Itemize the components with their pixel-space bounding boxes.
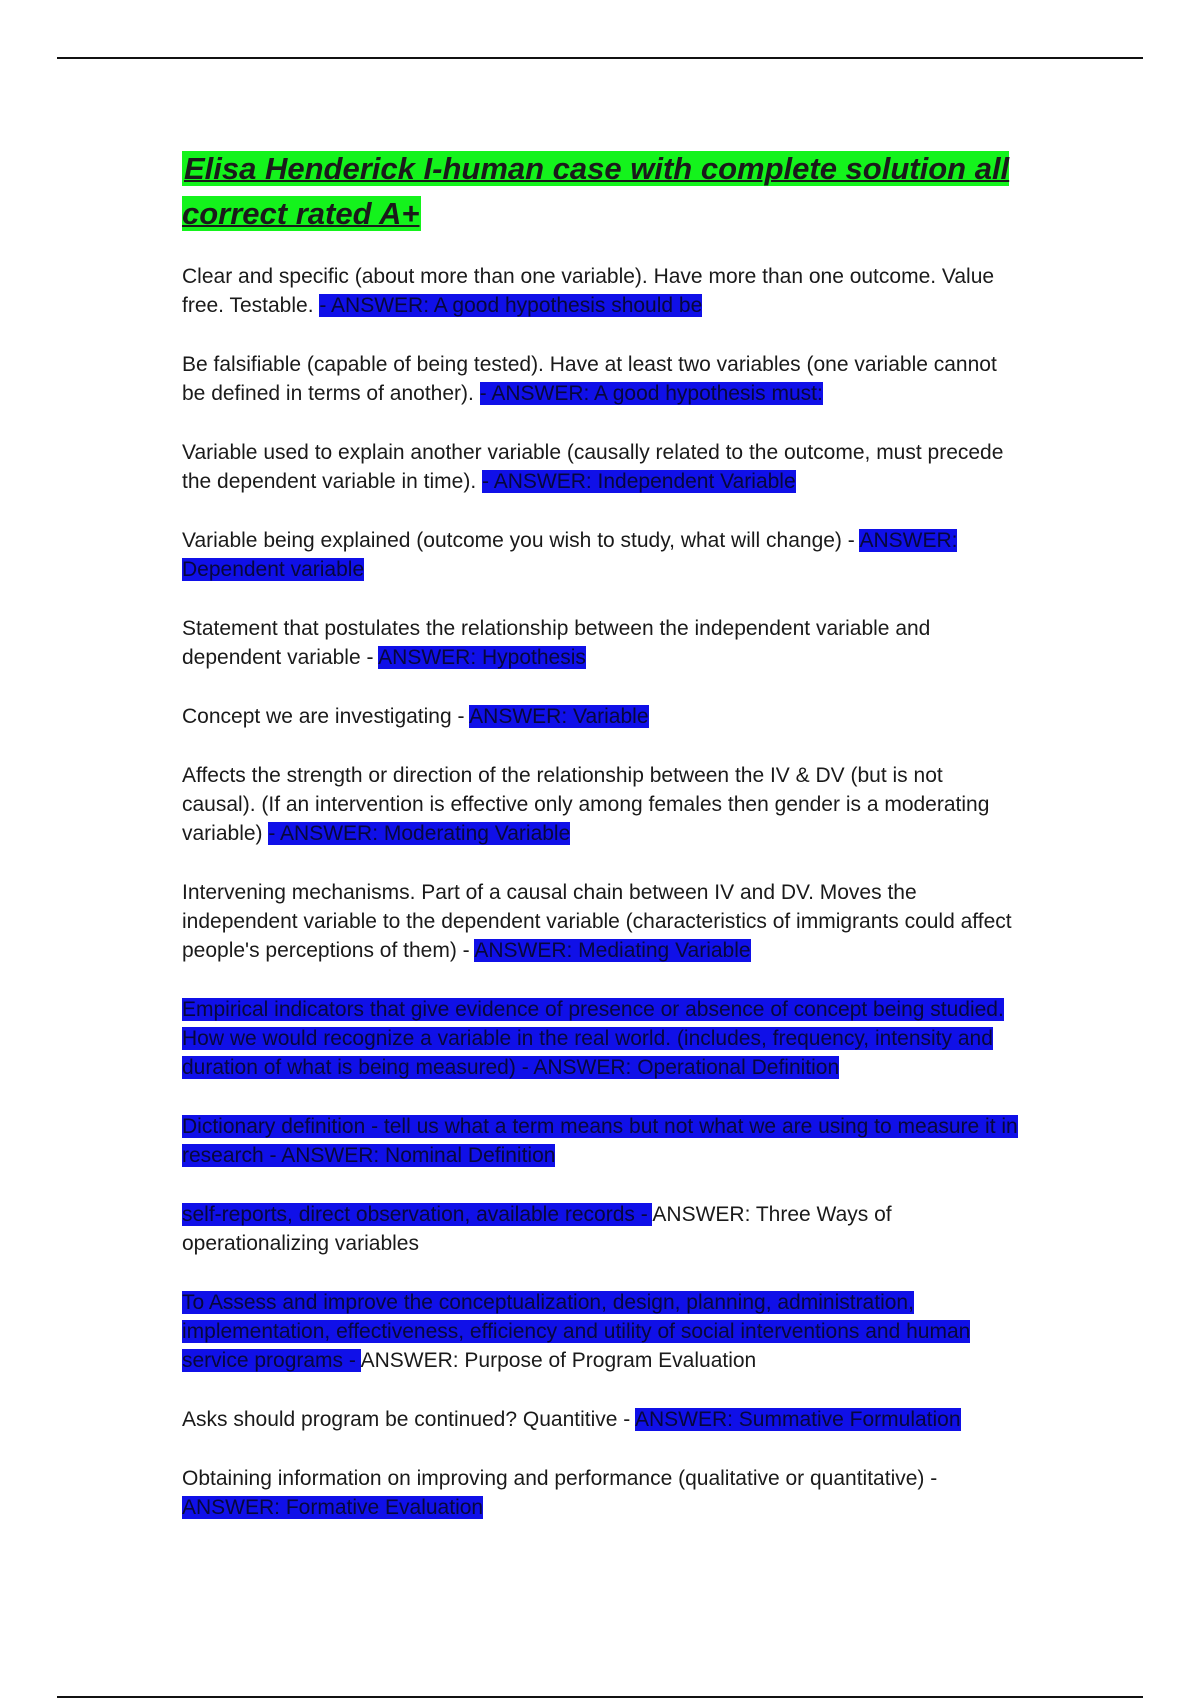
question-text: Variable being explained (outcome you wish to study, what will change) - bbox=[182, 529, 860, 552]
footer-rule bbox=[57, 1696, 1143, 1698]
answer-text: ANSWER: Formative Evaluation bbox=[182, 1496, 484, 1519]
qa-item bbox=[182, 614, 1022, 672]
qa-item bbox=[182, 526, 1022, 584]
answer-text: Empirical indicators that give evidence of presence or absence of concept being studied. How we would recognize a variable in the real world. (includes, frequency, intensity and duration of what is being measured) - ANSWER: Operational Definition bbox=[182, 998, 1004, 1079]
answer-text: Dictionary definition - tell us what a term means but not what we are using to measure it in research - ANSWER: Nominal Definition bbox=[182, 1115, 1018, 1167]
answer-text: ANSWER: Mediating Variable bbox=[474, 939, 751, 962]
question-text: Variable used to explain another variable (causally related to the outcome, must precede the dependent variable in time). bbox=[182, 441, 1004, 493]
answer-text: To Assess and improve the conceptualization, design, planning, administration, implementation, effectiveness, efficiency and utility of social interventions and human service programs - bbox=[182, 1291, 971, 1372]
qa-item bbox=[182, 1200, 1022, 1258]
question-text: Concept we are investigating - bbox=[182, 705, 470, 728]
header-rule bbox=[57, 57, 1143, 59]
question-text: Obtaining information on improving and performance (qualitative or quantitative) - bbox=[182, 1467, 938, 1490]
answer-text: self-reports, direct observation, available records - bbox=[182, 1203, 653, 1226]
question-text: Affects the strength or direction of the relationship between the IV & DV (but is not causal). (If an intervention is effective only among females then gender is a moderating variable) bbox=[182, 764, 990, 845]
answer-text: - ANSWER: A good hypothesis should be bbox=[319, 294, 703, 317]
qa-item bbox=[182, 438, 1022, 496]
qa-item bbox=[182, 1288, 1022, 1375]
answer-text: ANSWER: Hypothesis bbox=[378, 646, 586, 669]
qa-item bbox=[182, 995, 1022, 1082]
qa-item bbox=[182, 878, 1022, 965]
question-text: Statement that postulates the relationship between the independent variable and dependent variable - bbox=[182, 617, 931, 669]
answer-tail-text: ANSWER: Three Ways of operationalizing variables bbox=[182, 1203, 892, 1255]
answer-text: ANSWER: Variable bbox=[469, 705, 649, 728]
answer-text: - ANSWER: Moderating Variable bbox=[268, 822, 571, 845]
document-title bbox=[182, 146, 1022, 236]
qa-item bbox=[182, 702, 1022, 731]
qa-item bbox=[182, 1464, 1022, 1522]
qa-item bbox=[182, 761, 1022, 848]
question-text: Asks should program be continued? Quantitive - bbox=[182, 1408, 635, 1431]
answer-tail-text: ANSWER: Purpose of Program Evaluation bbox=[360, 1349, 757, 1372]
qa-item bbox=[182, 1405, 1022, 1434]
question-text: Clear and specific (about more than one variable). Have more than one outcome. Value free. Testable. bbox=[182, 265, 995, 317]
answer-text: - ANSWER: Independent Variable bbox=[482, 470, 796, 493]
title-highlight: Elisa Henderick I-human case with complete solution all correct rated A+ bbox=[182, 151, 1010, 231]
document-body bbox=[182, 146, 1022, 1552]
question-text: Be falsifiable (capable of being tested). Have at least two variables (one variable cannot be defined in terms of another). bbox=[182, 353, 997, 405]
qa-item bbox=[182, 1112, 1022, 1170]
answer-text: ANSWER: Dependent variable bbox=[182, 529, 958, 581]
answer-text: ANSWER: Summative Formulation bbox=[634, 1408, 961, 1431]
answer-text: - ANSWER: A good hypothesis must: bbox=[479, 382, 823, 405]
qa-item bbox=[182, 262, 1022, 320]
question-text: Intervening mechanisms. Part of a causal chain between IV and DV. Moves the independent variable to the dependent variable (characteristics of immigrants could affect people's perceptions of them) - bbox=[182, 881, 1012, 962]
qa-item bbox=[182, 350, 1022, 408]
